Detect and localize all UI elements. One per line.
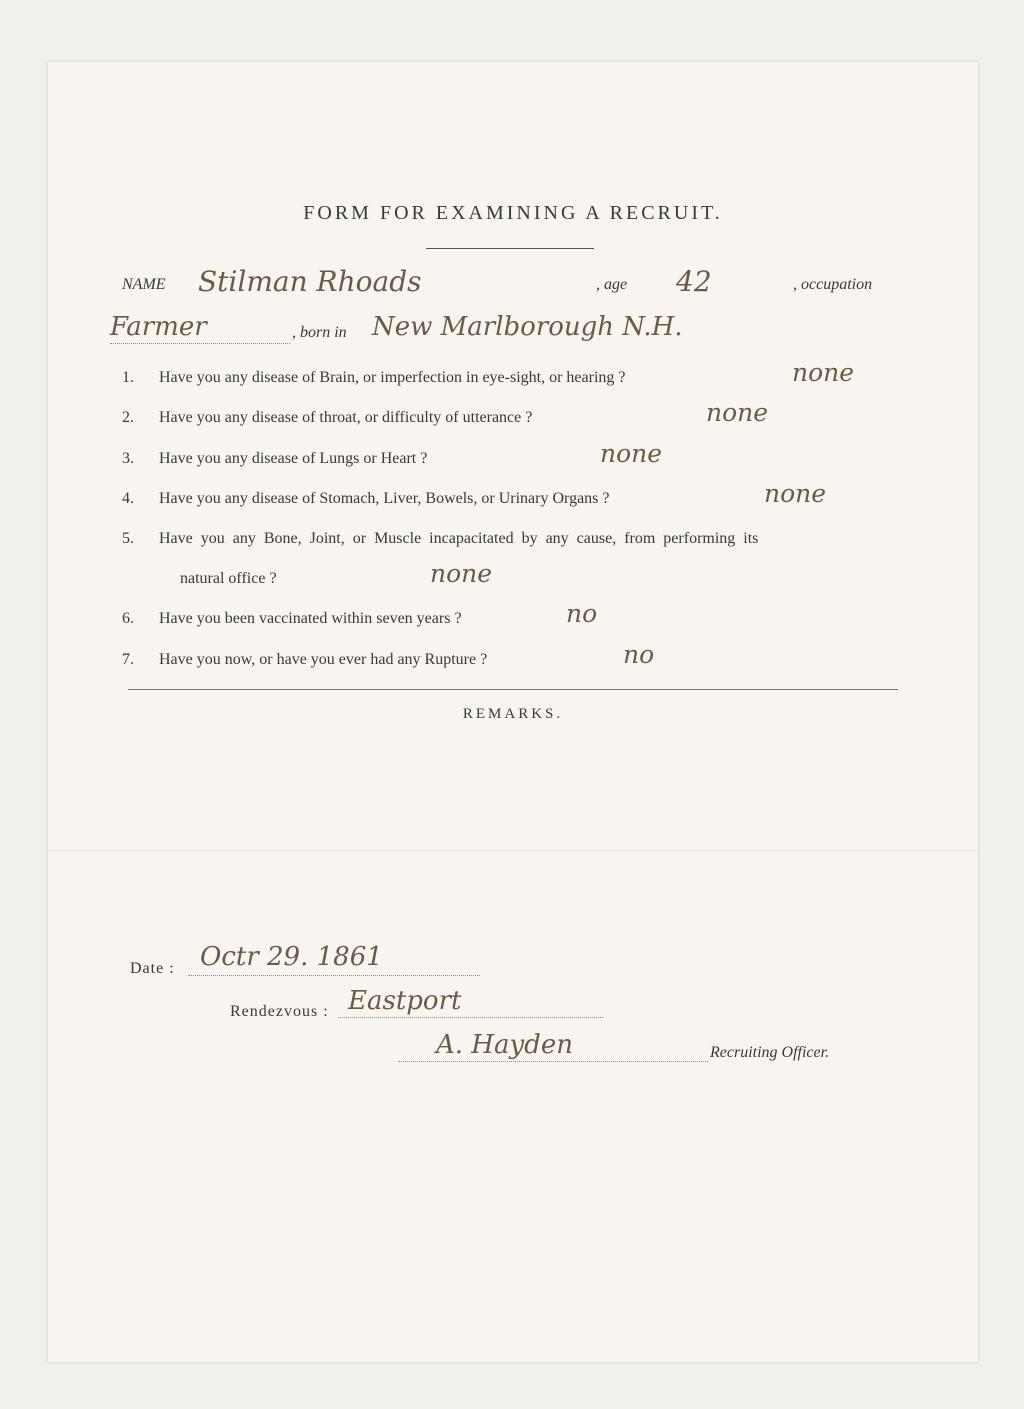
question-answer: none: [792, 358, 855, 387]
remarks-heading: REMARKS.: [462, 706, 564, 722]
name-value: Stilman Rhoads: [198, 265, 422, 298]
date-dotline: [188, 975, 480, 976]
rendezvous-label: Rendezvous :: [230, 1003, 329, 1020]
officer-dotline: [398, 1061, 708, 1062]
question-number: 5.: [122, 530, 134, 547]
question-answer: none: [764, 479, 827, 508]
question-text: Have you been vaccinated within seven years ?: [159, 610, 462, 627]
officer-label: Recruiting Officer.: [710, 1044, 830, 1061]
question-text-continued: natural office ?: [180, 570, 277, 587]
question-number: 2.: [122, 409, 134, 426]
question-answer: no: [623, 640, 655, 669]
born-label: , born in: [292, 324, 347, 341]
rendezvous-dotline: [338, 1017, 603, 1018]
question-number: 6.: [122, 610, 134, 627]
question-answer: none: [430, 559, 493, 588]
question-answer: no: [566, 599, 598, 628]
question-number: 7.: [122, 651, 134, 668]
date-label: Date :: [130, 960, 175, 977]
born-value: New Marlborough N.H.: [372, 312, 683, 342]
date-value: Octr 29. 1861: [200, 942, 383, 972]
question-number: 1.: [122, 369, 134, 386]
occupation-label: , occupation: [793, 276, 873, 293]
question-answer: none: [706, 398, 769, 427]
occupation-value: Farmer: [110, 312, 207, 342]
form-sheet: [48, 62, 978, 1362]
form-title: FORM FOR EXAMINING A RECRUIT.: [303, 202, 723, 224]
section-divider: [128, 689, 898, 690]
question-number: 4.: [122, 490, 134, 507]
name-label: NAME: [122, 276, 166, 293]
question-text: Have you any disease of throat, or difficulty of utterance ?: [159, 409, 533, 426]
question-text: Have you any disease of Lungs or Heart ?: [159, 450, 428, 467]
question-text: Have you now, or have you ever had any Rupture ?: [159, 651, 488, 668]
officer-signature: A. Hayden: [436, 1030, 573, 1060]
question-text: Have you any disease of Brain, or imperfection in eye-sight, or hearing ?: [159, 369, 626, 386]
question-answer: none: [600, 439, 663, 468]
question-text: Have you any Bone, Joint, or Muscle incapacitated by any cause, from performing its: [159, 530, 759, 547]
question-number: 3.: [122, 450, 134, 467]
age-value: 42: [676, 265, 712, 298]
rendezvous-value: Eastport: [348, 986, 462, 1016]
age-label: , age: [596, 276, 628, 293]
occupation-dotline: [110, 343, 290, 344]
title-rule: [426, 248, 594, 249]
question-text: Have you any disease of Stomach, Liver, Bowels, or Urinary Organs ?: [159, 490, 610, 507]
fold-line: [48, 850, 978, 851]
